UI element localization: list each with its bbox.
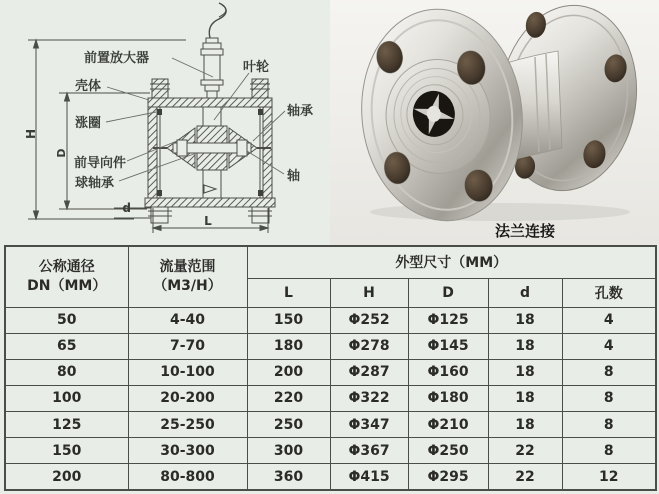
header-dn-line1: 公称通径	[38, 258, 95, 275]
dim-H: H	[24, 128, 38, 140]
spec-cell: 12	[562, 464, 656, 490]
spec-row	[5, 359, 656, 385]
spec-cell: 200	[247, 359, 330, 385]
header-flow	[128, 246, 247, 307]
dim-L: L	[204, 214, 212, 228]
flange-meter-photo	[330, 0, 659, 245]
spec-cell: Φ125	[408, 307, 488, 333]
label-preamplifier: 前置放大器	[84, 51, 150, 66]
spec-cell: 22	[488, 464, 562, 490]
spec-cell: 150	[5, 438, 128, 464]
spec-cell: 250	[247, 412, 330, 438]
dimension-D-lines	[59, 93, 150, 209]
spec-cell: Φ250	[408, 438, 488, 464]
spec-cell: Φ160	[408, 359, 488, 385]
header-dn	[5, 246, 128, 307]
dim-d: d	[122, 201, 131, 215]
label-expansion-ring: 涨圈	[75, 116, 102, 131]
label-housing: 壳体	[75, 79, 102, 94]
preamplifier-body	[201, 38, 223, 98]
spec-cell: 8	[562, 438, 656, 464]
photo-caption: 法兰连接	[494, 222, 556, 240]
spec-cell: 18	[488, 385, 562, 411]
label-impeller: 叶轮	[243, 60, 270, 75]
housing-top-plate	[148, 98, 272, 107]
header-flow-line1: 流量范围	[159, 258, 216, 275]
header-H: H	[330, 278, 408, 307]
spec-cell: 360	[247, 464, 330, 490]
spec-cell: 18	[488, 307, 562, 333]
label-front-guide: 前导向件	[74, 156, 127, 171]
spec-cell: 65	[5, 333, 128, 359]
spec-cell: 220	[247, 385, 330, 411]
spec-cell: 10-100	[128, 359, 247, 385]
dim-D: D	[55, 148, 68, 158]
spec-row	[5, 464, 656, 490]
spec-cell: Φ295	[408, 464, 488, 490]
spec-cell: 50	[5, 307, 128, 333]
spec-cell: Φ367	[330, 438, 408, 464]
header-flow-line2: （M3/H）	[153, 277, 222, 294]
header-dimensions-group: 外型尺寸（MM）	[247, 246, 656, 278]
impeller-assembly	[153, 126, 271, 170]
label-bearing: 轴承	[287, 104, 314, 119]
spec-cell: 300	[247, 438, 330, 464]
spec-cell: Φ322	[330, 385, 408, 411]
cable-curve	[209, 3, 226, 38]
spec-table-body	[5, 307, 656, 490]
housing-right-wall	[263, 107, 272, 198]
spec-row	[5, 333, 656, 359]
spec-cell: 200	[5, 464, 128, 490]
header-D: D	[408, 278, 488, 307]
header-d: d	[488, 278, 562, 307]
spec-cell: Φ210	[408, 412, 488, 438]
flow-meter-cross-section	[0, 0, 332, 245]
spec-cell: 7-70	[128, 333, 247, 359]
spec-cell: 8	[562, 359, 656, 385]
spec-table	[4, 245, 657, 491]
label-ball-bearing: 球轴承	[75, 176, 115, 191]
product-photo	[330, 0, 659, 245]
spec-cell: 80-800	[128, 464, 247, 490]
header-L: L	[247, 278, 330, 307]
spec-cell: 4	[562, 333, 656, 359]
spec-cell: Φ278	[330, 333, 408, 359]
spec-cell: 100	[5, 385, 128, 411]
spec-cell: 80	[5, 359, 128, 385]
header-holes: 孔数	[562, 278, 656, 307]
spec-cell: Φ287	[330, 359, 408, 385]
spec-cell: 25-250	[128, 412, 247, 438]
spec-cell: Φ180	[408, 385, 488, 411]
spec-cell: 18	[488, 359, 562, 385]
spec-row	[5, 412, 656, 438]
spec-cell: 180	[247, 333, 330, 359]
label-shaft: 轴	[287, 169, 301, 184]
technical-drawing	[0, 0, 332, 245]
spec-cell: 4	[562, 307, 656, 333]
spec-cell: 150	[247, 307, 330, 333]
spec-row	[5, 438, 656, 464]
housing-bottom-plate	[145, 198, 275, 207]
spec-cell: 125	[5, 412, 128, 438]
spec-cell: Φ145	[408, 333, 488, 359]
spec-cell: 8	[562, 385, 656, 411]
spec-row	[5, 307, 656, 333]
spec-cell: 22	[488, 438, 562, 464]
spec-cell: Φ252	[330, 307, 408, 333]
header-dn-line2: DN（MM）	[27, 277, 107, 294]
spec-cell: 8	[562, 412, 656, 438]
dimension-H-lines	[28, 40, 186, 219]
spec-cell: 30-300	[128, 438, 247, 464]
spec-cell: Φ415	[330, 464, 408, 490]
spec-cell: 18	[488, 412, 562, 438]
spec-cell: 20-200	[128, 385, 247, 411]
spec-cell: 4-40	[128, 307, 247, 333]
spec-cell: Φ347	[330, 412, 408, 438]
spec-cell: 18	[488, 333, 562, 359]
spec-row	[5, 385, 656, 411]
